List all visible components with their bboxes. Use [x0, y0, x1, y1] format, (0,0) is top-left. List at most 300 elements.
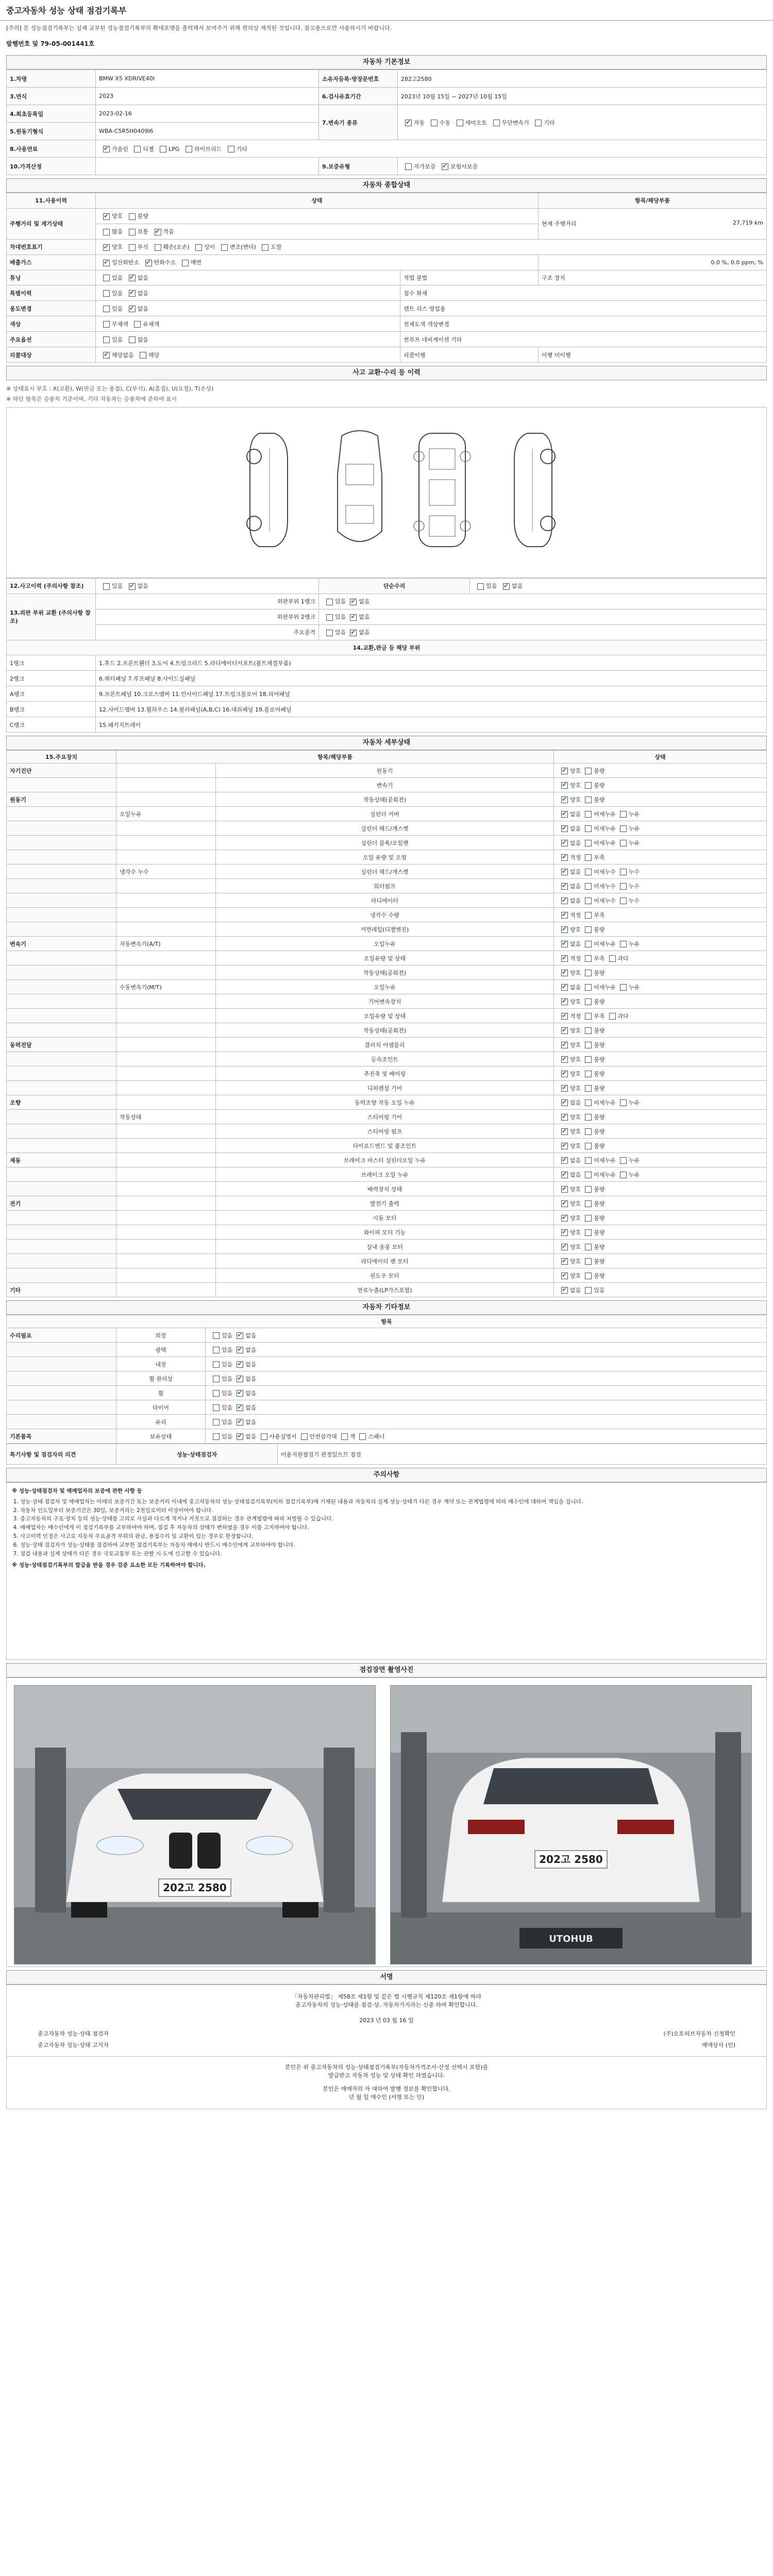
checkbox-icon — [405, 120, 412, 126]
checkbox-icon — [561, 955, 568, 962]
subgroup-cell — [116, 778, 216, 792]
option-label: 있음 — [222, 1404, 233, 1411]
option-label: 미세누유 — [594, 1171, 616, 1178]
option-label: 있음 — [222, 1375, 233, 1382]
checkbox-icon — [585, 1215, 592, 1222]
option-label: 양호 — [570, 1243, 581, 1250]
checkbox-icon — [195, 244, 202, 251]
checkbox-icon — [213, 1376, 220, 1382]
tuning-legal: 적법 불법 — [400, 270, 539, 285]
checkbox-icon — [561, 840, 568, 846]
checkbox-icon — [609, 955, 616, 962]
option-label: 누유 — [628, 839, 640, 846]
option-label: 자동 — [414, 119, 425, 126]
option-label: 없음 — [570, 1157, 581, 1164]
caution-header: 주의사항 — [6, 1468, 767, 1482]
group-cell — [7, 1400, 116, 1415]
status-cell — [206, 1357, 767, 1371]
checkbox-icon — [620, 984, 627, 991]
item-cell: 커먼레일(디젤엔진) — [216, 922, 554, 937]
option-label: 불량 — [594, 1056, 605, 1063]
checkbox-icon — [585, 1085, 592, 1092]
status-cell — [554, 1038, 767, 1052]
group-cell — [7, 1371, 116, 1386]
recall-status-label: 리콜이행 — [400, 347, 539, 363]
status-cell — [554, 1081, 767, 1095]
table-row — [7, 1153, 767, 1167]
status-cell — [554, 821, 767, 836]
status-cell — [554, 1095, 767, 1110]
checkbox-icon — [561, 970, 568, 976]
item-cell: 오일유량 및 상태 — [216, 1009, 554, 1023]
simple-repair-label: 단순수리 — [319, 579, 470, 594]
row-label: 4.최초등록일 — [7, 105, 96, 123]
group-cell: 기본품목 — [7, 1429, 116, 1444]
option-label: 적음 — [163, 228, 174, 235]
table-row — [7, 1095, 767, 1110]
checkbox-icon — [561, 1056, 568, 1063]
option-label: 없음 — [245, 1418, 257, 1426]
checkbox-icon — [213, 1433, 220, 1440]
option-label: 양호 — [570, 926, 581, 933]
item-cell: 변속기 — [216, 778, 554, 792]
simple-repair-options — [470, 579, 767, 594]
checkbox-icon — [129, 213, 136, 220]
option-label: 없음 — [137, 274, 149, 281]
odometer-label: 주행거리 및 계기상태 — [7, 208, 96, 239]
mileage-cell — [539, 208, 767, 239]
option-label: 무단변속기 — [501, 119, 529, 126]
option-label: 사용설명서 — [269, 1433, 297, 1440]
group-cell — [7, 1343, 116, 1357]
option-label: 없음 — [570, 984, 581, 991]
option-label: 양호 — [570, 1084, 581, 1092]
checkbox-icon — [620, 897, 627, 904]
table-row — [7, 1052, 767, 1066]
checkbox-icon — [585, 1143, 592, 1149]
status-cell — [554, 1211, 767, 1225]
subgroup-cell — [116, 879, 216, 893]
row-label: 5.원동기형식 — [7, 123, 96, 140]
option-label: 있음 — [112, 583, 123, 590]
checkbox-icon — [585, 840, 592, 846]
checkbox-icon — [585, 998, 592, 1005]
option-label: 없음 — [245, 1361, 257, 1368]
status-cell — [554, 879, 767, 893]
checkbox-icon — [585, 1027, 592, 1034]
item-cell: 유리 — [116, 1415, 206, 1429]
checkbox-icon — [585, 970, 592, 976]
caution-item: 1. 성능·상태 점검자 및 매매업자는 아래의 보증기간 또는 보증거리 이내에 중고자동차의 성능·상태점검기록부(이하 점검기록부)에 기재된 내용과 자동차의 실제 성능·상태가 다른 경우 계약 또는 관계법령에 따라 매수인에 대하여 책임을 집니다. — [20, 1498, 761, 1506]
item-cell: 외장 — [116, 1328, 206, 1343]
option-label: 양호 — [570, 1070, 581, 1077]
checkbox-icon — [182, 260, 189, 266]
color-options — [96, 316, 400, 332]
plate-value: 282고2580 — [398, 70, 767, 88]
status-cell — [554, 1182, 767, 1196]
item-cell: 실린더 커버 — [216, 807, 554, 821]
mileage-level — [96, 224, 539, 239]
status-cell — [206, 1415, 767, 1429]
option-label: 부족 — [594, 1012, 605, 1020]
option-label: 불량 — [594, 1258, 605, 1265]
caution-item: 7. 점검 내용과 실제 상태가 다른 경우 국토교통부 또는 관할 시·도에 신고할 수 있습니다. — [20, 1550, 761, 1558]
status-cell — [554, 778, 767, 792]
group-cell — [7, 865, 116, 879]
option-label: 부식 — [137, 244, 149, 251]
group-cell — [7, 951, 116, 965]
checkbox-icon — [561, 796, 568, 803]
item-cell: 브레이크 마스터 실린더오일 누유 — [216, 1153, 554, 1167]
emission-value: 0.0 %, 0.0 ppm, % — [539, 255, 767, 270]
status-cell — [554, 1283, 767, 1297]
car-top-view-icon — [326, 428, 393, 552]
table-row — [7, 778, 767, 792]
tuning-options — [96, 270, 400, 285]
checkbox-icon — [561, 1172, 568, 1178]
price-label: 10.가격산정 — [7, 158, 96, 175]
option-label: 없음 — [570, 1171, 581, 1178]
checkbox-icon — [561, 1128, 568, 1135]
mileage-label: 현재 주행거리 — [542, 221, 577, 228]
checkbox-icon — [585, 1157, 592, 1164]
caution-item: 5. 사고이력 인정은 사고로 자동차 주요골격 부위의 판금, 용접수리 및 교환이 있는 경우로 한정합니다. — [20, 1532, 761, 1541]
special-history-label: 특별이력 — [7, 285, 96, 301]
item-cell: 실린더 블록/오일팬 — [216, 836, 554, 850]
status-cell — [206, 1400, 767, 1415]
checkbox-icon — [561, 1287, 568, 1294]
caution-item: 6. 성능·상태 점검자가 성능·상태를 점검하여 교부한 점검기록부는 자동차 매매시 반드시 매수인에게 교부하여야 합니다. — [20, 1541, 761, 1550]
group-cell — [7, 1124, 116, 1139]
checkbox-icon — [237, 1347, 243, 1353]
option-label: 있음 — [222, 1389, 233, 1397]
option-label: 불량 — [594, 1214, 605, 1222]
checkbox-icon — [561, 854, 568, 861]
option-label: 불량 — [594, 1200, 605, 1207]
col-header: 15.주요장치 — [7, 751, 116, 764]
checkbox-icon — [620, 941, 627, 947]
subgroup-cell: 작동상태 — [116, 1110, 216, 1124]
checkbox-icon — [493, 120, 500, 126]
checkbox-icon — [129, 306, 136, 312]
checkbox-icon — [585, 984, 592, 991]
option-label: 자가보증 — [414, 163, 436, 170]
col-header: 상태 — [554, 751, 767, 764]
transmission-options — [398, 105, 767, 140]
group-cell — [7, 1357, 116, 1371]
status-cell — [554, 836, 767, 850]
damage-legend-note: ※ 하단 항목은 승용차 기준이며, 기타 자동차는 승용차에 준하여 표시 — [6, 396, 177, 402]
brand-mark-text: UTOHUB — [549, 1934, 593, 1944]
option-label: 없음 — [359, 629, 370, 636]
item-cell: 오일누유 — [216, 937, 554, 951]
basic-info-table — [6, 70, 767, 175]
checkbox-icon — [585, 1172, 592, 1178]
option-label: 해당없음 — [112, 351, 134, 359]
checkbox-icon — [237, 1433, 243, 1440]
frame-options — [319, 624, 767, 640]
rank-row-label: B랭크 — [7, 702, 96, 717]
option-label: 양호 — [112, 213, 123, 220]
item-cell: 연료누출(LP가스포함) — [216, 1283, 554, 1297]
outer-rank1-label: 외판부위 1랭크 — [96, 594, 319, 609]
damage-legend: ※ 상태표시 부호 : X(교환), W(판금 또는 용접), C(부식), A(흠집), U(요철), T(손상) — [6, 385, 214, 392]
subgroup-cell — [116, 1095, 216, 1110]
checkbox-icon — [140, 352, 146, 359]
checkbox-icon — [350, 599, 357, 605]
ack-line-3: 본인은 매매자의 자 대하여 발행 정보를 확인합니다. — [323, 2086, 450, 2092]
group-cell: 변속기 — [7, 937, 116, 951]
status-cell — [206, 1371, 767, 1386]
checkbox-icon — [350, 630, 357, 636]
status-cell — [554, 1139, 767, 1153]
status-cell — [554, 922, 767, 937]
option-label: 없음 — [570, 1099, 581, 1106]
checkbox-icon — [350, 614, 357, 621]
option-label: 없음 — [245, 1332, 257, 1339]
option-label: 보험사보증 — [450, 163, 478, 170]
item-cell: 클러치 어셈블리 — [216, 1038, 554, 1052]
warranty-label: 9.보증유형 — [319, 158, 398, 175]
item-cell: 디퍼렌셜 기어 — [216, 1081, 554, 1095]
recall-label: 리콜대상 — [7, 347, 96, 363]
color-label: 색상 — [7, 316, 96, 332]
checkbox-icon — [155, 229, 161, 235]
option-label: 없음 — [570, 883, 581, 890]
item-cell: 발전기 출력 — [216, 1196, 554, 1211]
option-label: 있음 — [222, 1433, 233, 1440]
status-cell — [554, 965, 767, 980]
option-label: 잭 — [349, 1433, 356, 1440]
checkbox-icon — [103, 352, 110, 359]
group-cell: 전기 — [7, 1196, 116, 1211]
item-cell: 스티어링 기어 — [216, 1110, 554, 1124]
option-label: 불량 — [594, 1070, 605, 1077]
option-label: 탄화수소 — [154, 259, 176, 266]
table-row — [7, 1240, 767, 1254]
plate-label: 소유자등록·방장문번호 — [319, 70, 398, 88]
group-cell: 자기진단 — [7, 764, 116, 778]
item-cell: 동력조향 작동 오일 누유 — [216, 1095, 554, 1110]
checkbox-icon — [326, 630, 333, 636]
checkbox-icon — [585, 768, 592, 774]
opinion-table — [6, 1444, 767, 1465]
checkbox-icon — [585, 1244, 592, 1250]
exterior-label: 13.외판 부위 교환 (주의사항 참조) — [7, 594, 96, 640]
status-cell — [206, 1343, 767, 1357]
item-cell: 휠 — [116, 1386, 206, 1400]
group-cell — [7, 1081, 116, 1095]
group-cell — [7, 893, 116, 908]
status-cell — [554, 764, 767, 778]
option-label: 없음 — [570, 825, 581, 832]
checkbox-icon — [477, 583, 484, 590]
checkbox-icon — [561, 941, 568, 947]
special-history-type: 침수 화재 — [400, 285, 767, 301]
checkbox-icon — [213, 1332, 220, 1339]
checkbox-icon — [561, 1027, 568, 1034]
option-label: 양호 — [570, 998, 581, 1005]
status-cell — [554, 1066, 767, 1081]
group-cell: 수리필요 — [7, 1328, 116, 1343]
option-label: 양호 — [112, 244, 123, 251]
checkbox-icon — [585, 1258, 592, 1265]
status-cell — [554, 1268, 767, 1283]
option-label: 양호 — [570, 1272, 581, 1279]
option-label: 양호 — [570, 767, 581, 774]
usage-change-options — [96, 301, 400, 316]
checkbox-icon — [237, 1361, 243, 1368]
checkbox-icon — [585, 941, 592, 947]
checkbox-icon — [359, 1433, 366, 1440]
option-label: 과다 — [617, 955, 629, 962]
rank-row-label: A랭크 — [7, 686, 96, 702]
engine-type: WBA-C5R5H0409I6 — [96, 123, 319, 140]
option-label: 있음 — [486, 583, 497, 590]
detail-header: 자동차 세부상태 — [6, 736, 767, 750]
item-cell: 내장 — [116, 1357, 206, 1371]
table-row — [7, 821, 767, 836]
subgroup-cell: 오일누유 — [116, 807, 216, 821]
group-cell — [7, 980, 116, 994]
option-label: 있음 — [222, 1346, 233, 1353]
table-row — [7, 893, 767, 908]
option-label: 불량 — [594, 1229, 605, 1236]
subgroup-cell — [116, 1225, 216, 1240]
option-label: 불량 — [594, 782, 605, 789]
subgroup-cell: 수동변속기(M/T) — [116, 980, 216, 994]
table-row — [7, 865, 767, 879]
table-row — [7, 1343, 767, 1357]
item-cell: 추진축 및 베어링 — [216, 1066, 554, 1081]
option-label: 매연 — [190, 259, 201, 266]
subgroup-cell — [116, 1153, 216, 1167]
option-label: 없음 — [359, 598, 370, 605]
option-label: 도말 — [271, 244, 282, 251]
table-row — [7, 951, 767, 965]
option-label: 없음 — [511, 583, 523, 590]
car-frame-view-icon — [409, 428, 476, 552]
option-label: 양호 — [570, 1200, 581, 1207]
checkbox-icon — [129, 336, 136, 343]
checkbox-icon — [129, 229, 136, 235]
option-label: 양호 — [570, 1214, 581, 1222]
tuning-type: 구조 장치 — [539, 270, 767, 285]
front-plate-text: 202고 2580 — [163, 1882, 227, 1894]
checkbox-icon — [620, 883, 627, 890]
row-label: 1.차명 — [7, 70, 96, 88]
option-label: 없음 — [245, 1404, 257, 1411]
option-label: 수동 — [439, 119, 451, 126]
group-cell: 원동기 — [7, 792, 116, 807]
color-type: 전체도색 색상변경 — [400, 316, 767, 332]
group-cell — [7, 1009, 116, 1023]
outer-rank2-label: 외판부위 2랭크 — [96, 609, 319, 624]
checkbox-icon — [561, 768, 568, 774]
subgroup-cell — [116, 1283, 216, 1297]
emission-options — [96, 255, 539, 270]
table-row — [7, 1066, 767, 1081]
checkbox-icon — [145, 260, 152, 266]
checkbox-icon — [431, 120, 438, 126]
checkbox-icon — [620, 869, 627, 875]
option-label: 양호 — [570, 1056, 581, 1063]
group-cell — [7, 1225, 116, 1240]
checkbox-icon — [103, 321, 110, 328]
table-row — [7, 1357, 767, 1371]
option-label: 양호 — [570, 1027, 581, 1034]
accident-label: 12.사고이력 (주의사항 참조) — [7, 579, 96, 594]
options-options — [96, 332, 400, 347]
item-cell: 보유상태 — [116, 1429, 206, 1444]
checkbox-icon — [442, 163, 448, 170]
signature-header: 서명 — [6, 1970, 767, 1985]
overall-table — [6, 193, 767, 363]
option-label: 양호 — [570, 969, 581, 976]
car-right-side-icon — [496, 428, 563, 552]
option-label: 있음 — [112, 290, 123, 297]
option-label: 있음 — [112, 305, 123, 312]
table-row — [7, 1167, 767, 1182]
option-label: 기타 — [236, 145, 247, 152]
frame-label: 주요골격 — [96, 624, 319, 640]
rank-row-parts: 1.후드 2.프론트휀더 3.도어 4.트렁크리드 5.라디에이터서포트(볼트체결부품) — [96, 655, 767, 671]
checkbox-icon — [620, 825, 627, 832]
group-cell — [7, 1415, 116, 1429]
table-row — [7, 1124, 767, 1139]
accident-options — [96, 579, 319, 594]
checkbox-icon — [561, 1215, 568, 1222]
col-header: 항목 — [7, 1315, 767, 1328]
item-cell: 라디에이터 팬 모터 — [216, 1254, 554, 1268]
checkbox-icon — [561, 1042, 568, 1048]
option-label: 누수 — [628, 897, 640, 904]
option-label: 불량 — [594, 796, 605, 803]
option-label: 변조(변타) — [229, 244, 256, 251]
caution-title: ※ 성능·상태점검자 및 매매업자의 보증에 관한 사항 등 — [12, 1488, 142, 1494]
checkbox-icon — [561, 1013, 568, 1020]
option-label: 있음 — [594, 1286, 605, 1294]
group-cell — [7, 1052, 116, 1066]
item-cell: 작동상태(공회전) — [216, 965, 554, 980]
option-label: 불량 — [594, 1027, 605, 1034]
table-row — [7, 1283, 767, 1297]
checkbox-icon — [129, 290, 136, 297]
option-label: 없음 — [245, 1375, 257, 1382]
option-label: 기타 — [544, 119, 555, 126]
overall-header: 자동차 종합상태 — [6, 178, 767, 193]
subgroup-cell — [116, 908, 216, 922]
checkbox-icon — [561, 1186, 568, 1193]
item-cell: 실린더 헤드/개스켓 — [216, 821, 554, 836]
table-row — [7, 908, 767, 922]
checkbox-icon — [585, 883, 592, 890]
options-label: 주요옵션 — [7, 332, 96, 347]
status-cell — [554, 850, 767, 865]
checkbox-icon — [326, 599, 333, 605]
status-cell — [206, 1386, 767, 1400]
checkbox-icon — [262, 244, 268, 251]
checkbox-icon — [585, 854, 592, 861]
rank-row-parts: 12.사이드멤버 13.휠하우스 14.필러패널(A,B,C) 16.대쉬패널 19.플로어패널 — [96, 702, 767, 717]
checkbox-icon — [561, 897, 568, 904]
status-cell — [554, 908, 767, 922]
table-row — [7, 1400, 767, 1415]
table-row — [7, 1196, 767, 1211]
other-table — [6, 1315, 767, 1444]
checkbox-icon — [585, 955, 592, 962]
option-label: 디젤 — [143, 145, 154, 152]
